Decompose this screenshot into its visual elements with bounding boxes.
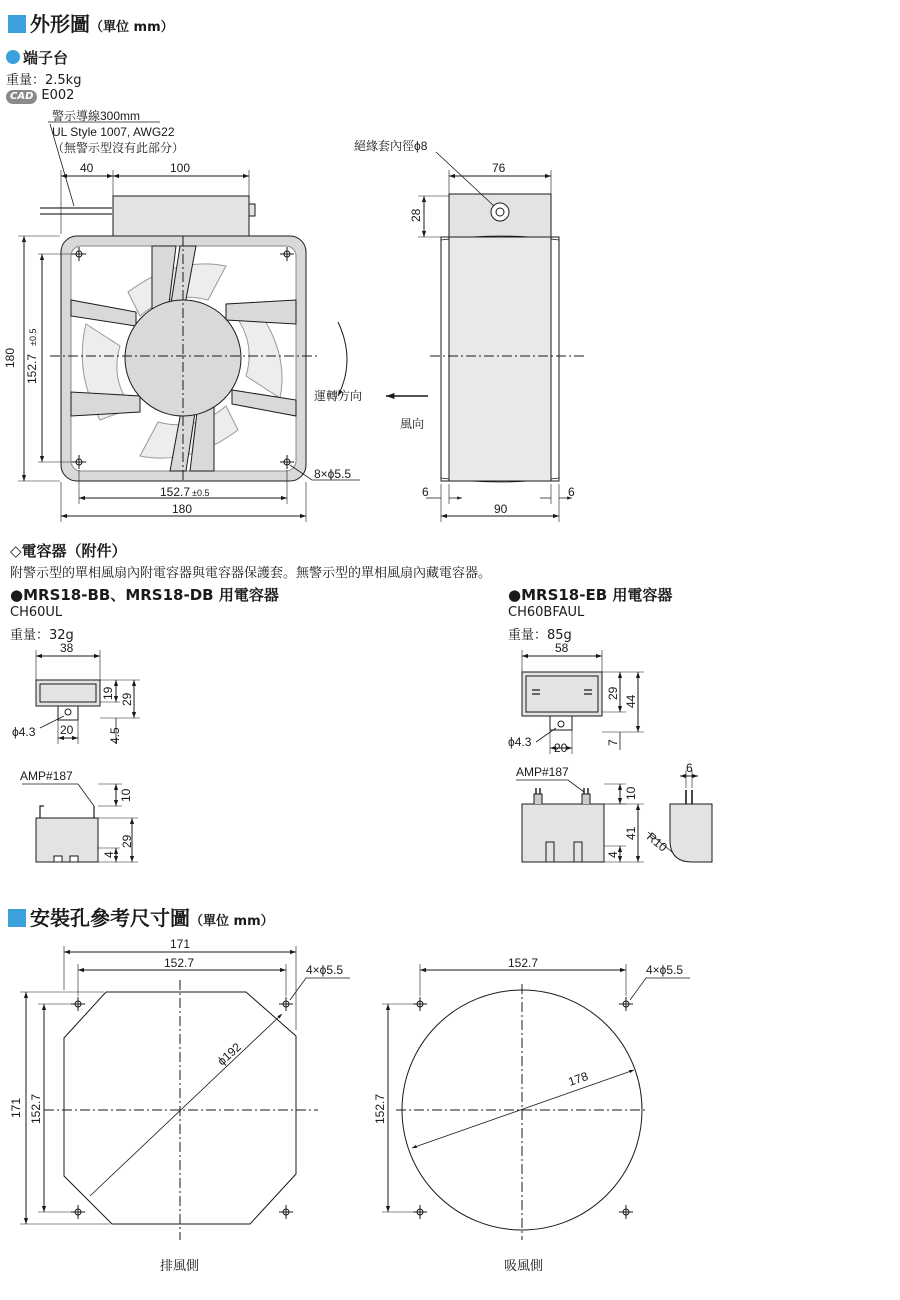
cap-l-dim-29b: 29 [120, 834, 134, 848]
dim-180-v: 180 [3, 347, 17, 368]
mount-hole-icon [413, 997, 633, 1219]
ex-dim-171-v: 171 [9, 1097, 23, 1118]
dim-90: 90 [494, 502, 508, 516]
capacitor-title: ◇電容器（附件） [10, 542, 127, 560]
ex-label: 排風側 [160, 1258, 200, 1273]
cap-left-title: ●MRS18-BB、MRS18-DB 用電容器 [10, 586, 279, 604]
ex-dim-1527-h: 152.7 [164, 956, 195, 970]
cap-r-dim-4: 4 [606, 851, 620, 858]
ex-holes: 4×ϕ5.5 [306, 963, 344, 977]
outline-title: 外形圖（單位 mm） [8, 8, 174, 37]
cap-r-dim-41: 41 [624, 826, 638, 840]
tol-v: ±0.5 [28, 328, 38, 346]
capacitor-note: 附警示型的單相風扇內附電容器與電容器保護套。無警示型的單相風扇內藏電容器。 [10, 566, 492, 581]
cap-r-dim-7: 7 [606, 739, 620, 746]
cap-l-dim-38: 38 [60, 641, 74, 655]
terminal-title: 端子台 [6, 47, 68, 68]
weight-label: 重量：2.5kg [6, 73, 82, 88]
cap-r-dim-10: 10 [624, 786, 638, 800]
cap-right-model: CH60BFAUL [508, 605, 585, 620]
in-dim-1527-h: 152.7 [508, 956, 539, 970]
cap-right-weight: 重量：85g [508, 628, 572, 643]
cap-r-dim-44: 44 [624, 694, 638, 708]
cap-r-dim-58: 58 [555, 641, 569, 655]
cap-right-title: ●MRS18-EB 用電容器 [508, 586, 673, 604]
dim-40: 40 [80, 161, 94, 175]
in-holes: 4×ϕ5.5 [646, 963, 684, 977]
ex-dim-171-h: 171 [170, 937, 191, 951]
dim-1527-v: 152.7 [25, 353, 39, 384]
cap-l-dim-20: 20 [60, 723, 74, 737]
cap-r-radius: R10 [644, 829, 670, 855]
mounting-exhaust-drawing [20, 946, 350, 1240]
cap-r-dim-29: 29 [606, 686, 620, 700]
lead-note-3: （無警示型沒有此部分） [52, 141, 185, 155]
front-view [18, 122, 363, 522]
cap-l-dim-4: 4 [102, 851, 116, 858]
mounting-title: 安裝孔參考尺寸圖（單位 mm） [8, 902, 274, 931]
capacitor-left-drawing [22, 650, 140, 862]
airflow-label: 風向 [400, 417, 425, 431]
ex-dim-1527-v: 152.7 [29, 1093, 43, 1124]
cap-r-dim-6: 6 [686, 761, 693, 775]
cad-badge: CAD [6, 90, 37, 104]
mounting-exhaust-labels [9, 937, 343, 1273]
tol-h: ±0.5 [192, 488, 210, 498]
rotation-label: 運轉方向 [314, 389, 363, 403]
dim-1527-h: 152.7 [160, 485, 191, 499]
in-dim-1527-v: 152.7 [373, 1093, 387, 1124]
dim-100: 100 [170, 161, 191, 175]
side-view [386, 152, 586, 522]
in-diameter: 178 [566, 1069, 590, 1089]
lead-note-1: 警示導線300mm [52, 109, 141, 123]
dim-28: 28 [409, 208, 423, 222]
cap-r-dim-20: 20 [554, 741, 568, 755]
cap-l-dim-45: 4.5 [108, 727, 122, 744]
cap-l-dim-10: 10 [119, 788, 133, 802]
ex-diameter: ϕ192 [214, 1039, 244, 1069]
cap-left-weight: 重量：32g [10, 628, 74, 643]
cap-l-amp: AMP#187 [20, 769, 73, 783]
mount-hole-icon [71, 997, 293, 1219]
grommet-label: 絕緣套內徑ϕ8 [354, 139, 428, 153]
cap-l-dim-29: 29 [120, 692, 134, 706]
holes-label: 8×ϕ5.5 [314, 467, 352, 481]
dim-6-right: 6 [568, 485, 575, 499]
cad-code: E002 [41, 88, 75, 103]
dim-6-left: 6 [422, 485, 429, 499]
cap-r-dim-phi: ϕ4.3 [508, 735, 532, 749]
dim-76: 76 [492, 161, 506, 175]
cap-left-model: CH60UL [10, 605, 63, 620]
mounting-intake-drawing [382, 964, 690, 1240]
lead-note-2: UL Style 1007, AWG22 [52, 125, 175, 139]
cap-r-amp: AMP#187 [516, 765, 569, 779]
cap-l-dim-phi: ϕ4.3 [12, 725, 36, 739]
dim-180-h: 180 [172, 502, 193, 516]
capacitor-right-drawing [516, 650, 712, 862]
in-label: 吸風側 [504, 1258, 544, 1273]
cap-l-dim-19: 19 [101, 686, 115, 700]
